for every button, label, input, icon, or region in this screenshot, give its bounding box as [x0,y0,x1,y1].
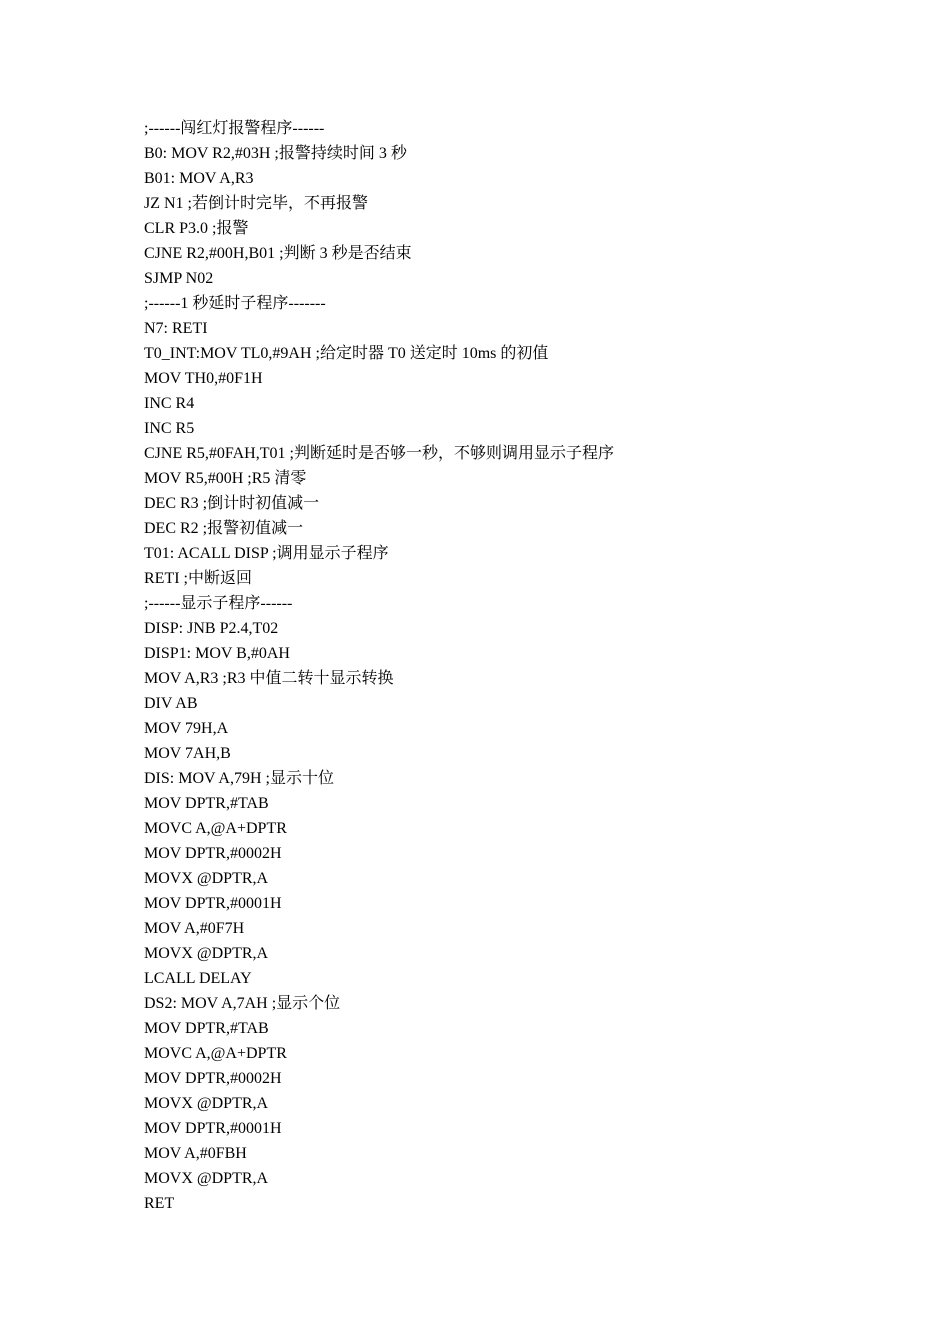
code-line: DIV AB [144,695,198,712]
code-line: DEC R2 ;报警初值减一 [144,520,304,537]
code-line: ;------显示子程序------ [144,595,293,612]
code-line: INC R5 [144,420,195,437]
code-line: MOV A,#0FBH [144,1145,247,1162]
code-line: T01: ACALL DISP ;调用显示子程序 [144,545,389,562]
code-line: RETI ;中断返回 [144,570,252,587]
code-line: JZ N1 ;若倒计时完毕，不再报警 [144,195,369,212]
code-line: ;------闯红灯报警程序------ [144,120,325,137]
code-line: MOVC A,@A+DPTR [144,1045,287,1062]
code-line: MOVX @DPTR,A [144,945,269,962]
code-line: LCALL DELAY [144,970,252,987]
code-line: MOV DPTR,#TAB [144,1020,269,1037]
code-line: CJNE R5,#0FAH,T01 ;判断延时是否够一秒，不够则调用显示子程序 [144,445,614,462]
code-line: MOVX @DPTR,A [144,1170,269,1187]
code-line: RET [144,1195,175,1212]
code-line: MOVX @DPTR,A [144,1095,269,1112]
code-line: INC R4 [144,395,195,412]
code-line: MOVC A,@A+DPTR [144,820,287,837]
code-line: MOV DPTR,#0001H [144,1120,282,1137]
code-line: MOV 7AH,B [144,745,231,762]
code-line: DEC R3 ;倒计时初值减一 [144,495,320,512]
code-line: N7: RETI [144,320,208,337]
code-line: CJNE R2,#00H,B01 ;判断 3 秒是否结束 [144,245,412,262]
code-line: DISP: JNB P2.4,T02 [144,620,279,637]
code-line: MOV R5,#00H ;R5 清零 [144,470,307,487]
code-line: MOV A,#0F7H [144,920,245,937]
code-line: DS2: MOV A,7AH ;显示个位 [144,995,341,1012]
code-line: MOV 79H,A [144,720,229,737]
code-line: MOV DPTR,#0001H [144,895,282,912]
code-line: MOV DPTR,#0002H [144,1070,282,1087]
code-line: DISP1: MOV B,#0AH [144,645,290,662]
code-line: MOV TH0,#0F1H [144,370,263,387]
code-line: B01: MOV A,R3 [144,170,254,187]
code-line: MOV DPTR,#0002H [144,845,282,862]
code-line: B0: MOV R2,#03H ;报警持续时间 3 秒 [144,145,407,162]
code-listing [144,116,614,1216]
code-line: MOV A,R3 ;R3 中值二转十显示转换 [144,670,394,687]
code-line: MOVX @DPTR,A [144,870,269,887]
code-line: SJMP N02 [144,270,214,287]
code-line: ;------1 秒延时子程序------- [144,295,326,312]
code-line: MOV DPTR,#TAB [144,795,269,812]
code-line: CLR P3.0 ;报警 [144,220,249,237]
code-line: T0_INT:MOV TL0,#9AH ;给定时器 T0 送定时 10ms 的初值 [144,345,549,362]
code-line: DIS: MOV A,79H ;显示十位 [144,770,334,787]
